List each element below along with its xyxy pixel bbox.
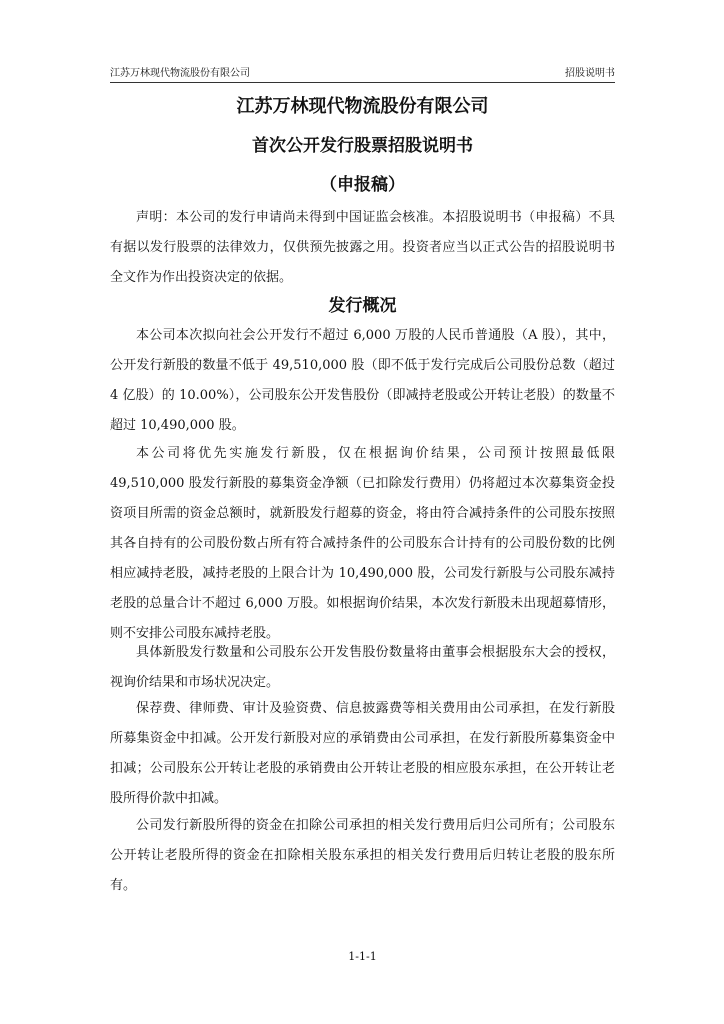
- statement-paragraph: 声明：本公司的发行申请尚未得到中国证监会核准。本招股说明书（申报稿）不具有据以发行股票的法律效力，仅供预先披露之用。投资者应当以正式公告的招股说明书全文作为作出投资决定的依据。: [110, 210, 615, 285]
- company-title: 江苏万林现代物流股份有限公司: [236, 96, 489, 117]
- header-doc-type: 招股说明书: [565, 68, 615, 79]
- document-title: 首次公开发行股票招股说明书: [252, 136, 473, 156]
- paragraph-offering-size: 本公司本次拟向社会公开发行不超过 6,000 万股的人民币普通股（A 股），其中，公开发行新股的数量不低于 49,510,000 股（即不低于发行完成后公司股份总数（超过 4 亿股）的 10.00%），公司股东公开发售股份（即减持老股或公开转让老股）的数量不超过 10,490,000 股。: [110, 328, 615, 433]
- running-header: [110, 68, 615, 83]
- paragraph-new-share-priority: 本公司将优先实施发行新股，仅在根据询价结果，公司预计按照最低限 49,510,000 股发行新股的募集资金净额（已扣除发行费用）仍将超过本次募集资金投资项目所需的资金总额时，就新股发行超募的资金，将由符合减持条件的公司股东按照其各自持有的公司股份数占所有符合减持条件的公司股东合计持有的公司股份数的比例相应减持老股，减持老股的上限合计为 10,490,000 股，公司发行新股与公司股东减持老股的总量合计不超过 6,000 万股。如根据询价结果，本次发行新股未出现超募情形，则不安排公司股东减持老股。: [110, 446, 615, 641]
- paragraph-quantity-decision: 具体新股发行数量和公司股东公开发售股份数量将由董事会根据股东大会的授权，视询价结果和市场状况决定。: [110, 645, 615, 690]
- paragraph-fee-allocation: 保荐费、律师费、审计及验资费、信息披露费等相关费用由公司承担，在发行新股所募集资金中扣减。公开发行新股对应的承销费由公司承担，在发行新股所募集资金中扣减；公司股东公开转让老股的承销费由公开转让老股的相应股东承担，在公开转让老股所得价款中扣减。: [110, 701, 615, 806]
- draft-label: （申报稿）: [320, 175, 405, 195]
- header-company: 江苏万林现代物流股份有限公司: [110, 68, 250, 79]
- section-title: 发行概况: [328, 296, 397, 316]
- paragraph-proceeds: 公司发行新股所得的资金在扣除公司承担的相关发行费用后归公司所有；公司股东公开转让老股所得的资金在扣除相关股东承担的相关发行费用后归转让老股的股东所有。: [110, 818, 615, 893]
- page-number: 1-1-1: [348, 950, 377, 963]
